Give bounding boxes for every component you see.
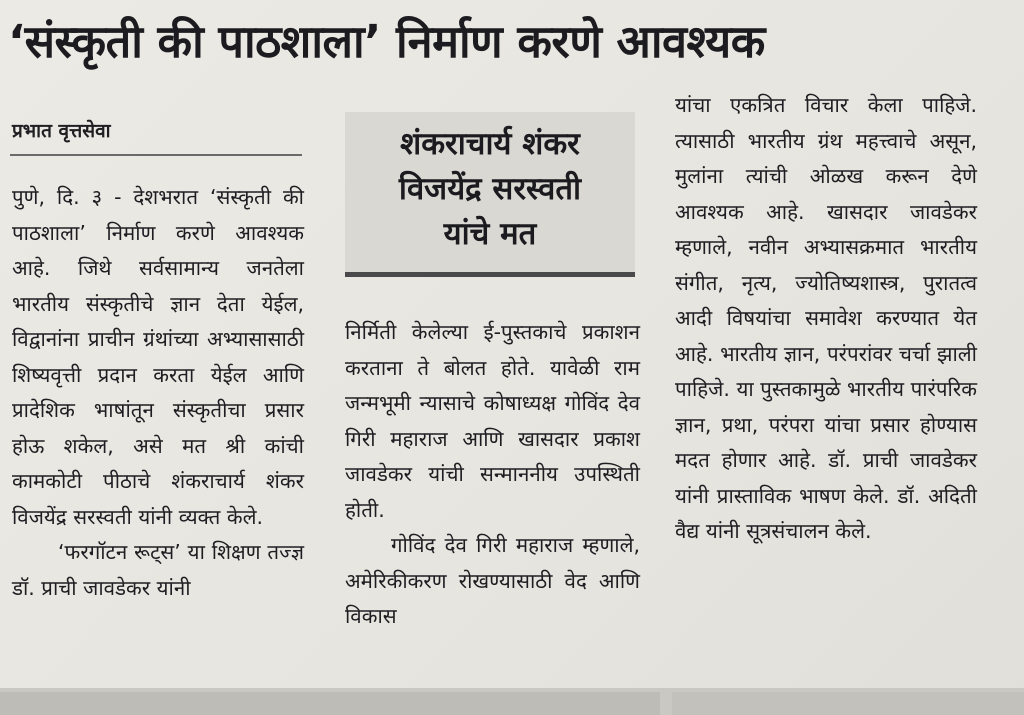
column-2-paragraph-1: निर्मिती केलेल्या ई-पुस्तकाचे प्रकाशन करताना ते बोलत होते. यावेळी राम जन्मभूमी न्यासाचे कोषाध्यक्ष गोविंद देव गिरी महाराज आणि खासदार प्रकाश जावडेकर यांची सन्माननीय उपस्थिती होती. [345, 320, 640, 522]
headline: ‘संस्कृती की पाठशाला’ निर्माण करणे आवश्यक [8, 15, 765, 68]
column-2-paragraph-2: गोविंद देव गिरी महाराज म्हणाले, अमेरिकीकरण रोखण्यासाठी वेद आणि विकास [345, 533, 640, 628]
bottom-edge-segment-right [672, 692, 1024, 715]
pull-quote-line-2: विजयेंद्र सरस्वती [398, 171, 582, 207]
page-bottom-edge [0, 688, 1024, 715]
article-column-2 [345, 315, 640, 635]
pull-quote-line-3: यांचे मत [443, 216, 537, 252]
pull-quote-line-1: शंकराचार्य शंकर [400, 126, 580, 162]
column-1-paragraph-1: पुणे, दि. ३ - देशभरात ‘संस्कृती की पाठशाला’ निर्माण करणे आवश्यक आहे. जिथे सर्वसामान्य जनतेला भारतीय संस्कृतीचे ज्ञान देता येईल, विद्वानांना प्राचीन ग्रंथांच्या अभ्यासासाठी शिष्यवृत्ती प्रदान करता येईल आणि प्रादेशिक भाषांतून संस्कृतीचा प्रसार होऊ शकेल, असे मत श्री कांची कामकोटी पीठाचे शंकराचार्य शंकर विजयेंद्र सरस्वती यांनी व्यक्त केले. [12, 185, 304, 529]
article-column-3 [675, 88, 977, 550]
byline-rule [10, 154, 302, 156]
column-3-paragraph-1: यांचा एकत्रित विचार केला पाहिजे. त्यासाठी भारतीय ग्रंथ महत्त्वाचे असून, मुलांना त्यांची ओळख करून देणे आवश्यक आहे. खासदार जावडेकर म्हणाले, नवीन अभ्यासक्रमात भारतीय संगीत, नृत्य, ज्योतिष्यशास्त्र, पुरातत्व आदी विषयांचा समावेश करण्यात येत आहे. भारतीय ज्ञान, परंपरांवर चर्चा झाली पाहिजे. या पुस्तकामुळे भारतीय पारंपरिक ज्ञान, प्रथा, परंपरा यांचा प्रसार होण्यास मदत होणार आहे. डॉ. प्राची जावडेकर यांनी प्रास्ताविक भाषण केले. डॉ. अदिती वैद्य यांनी सूत्रसंचालन केले. [675, 93, 977, 543]
article-column-1 [12, 180, 304, 606]
bottom-edge-segment-left [0, 692, 660, 715]
byline: प्रभात वृत्तसेवा [12, 120, 111, 142]
pull-quote-box [345, 112, 635, 277]
column-1-paragraph-2: ‘फरगॉटन रूट्स’ या शिक्षण तज्ज्ञ डॉ. प्राची जावडेकर यांनी [12, 540, 304, 600]
